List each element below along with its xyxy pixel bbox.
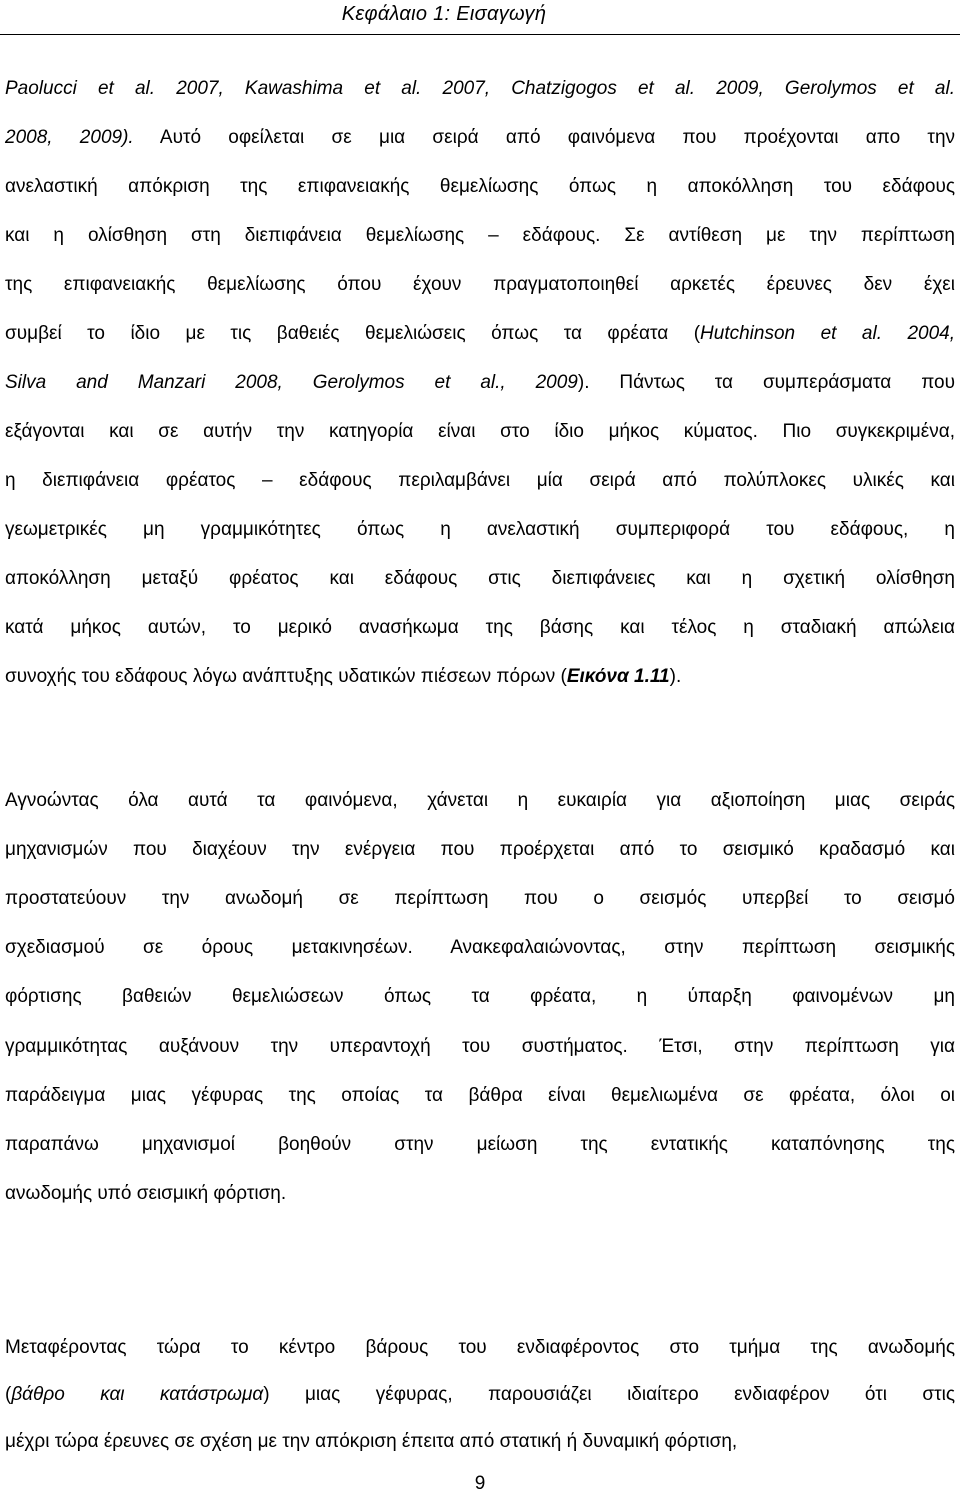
page-header: [0, 0, 960, 40]
text-span: ανωδομής υπό σεισμική φόρτιση.: [5, 1183, 287, 1204]
italic-text: βάθρο και κατάστρωμα: [11, 1384, 264, 1405]
text-span: ) μιας γέφυρας, παρουσιάζει ιδιαίτερο ενδιαφέρον ότι στις: [263, 1384, 955, 1405]
italic-text: Silva and Manzari 2008, Gerolymos et al., 2009: [5, 372, 578, 393]
text-span: ανελαστική απόκριση της επιφανειακής θεμελίωσης όπως η αποκόλληση του εδάφους: [5, 176, 955, 197]
text-line: [5, 984, 955, 1010]
text-span: συνοχής του εδάφους λόγω ανάπτυξης υδατικών πιέσεων πόρων (: [5, 666, 567, 687]
text-line: [5, 837, 955, 863]
text-line: [5, 664, 955, 690]
text-span: ).: [669, 666, 682, 687]
text-line: [5, 1382, 955, 1408]
text-line: [5, 174, 955, 200]
figure-reference: Εικόνα 1.11: [566, 666, 670, 687]
text-line: [5, 1132, 955, 1158]
text-line: [5, 321, 955, 347]
header-rule: [0, 34, 960, 35]
text-line: [5, 272, 955, 298]
page-number: 9: [474, 1473, 486, 1494]
italic-text: Paolucci et al. 2007, Kawashima et al. 2007, Chatzigogos et al. 2009, Gerolymos et al.: [5, 78, 955, 99]
text-line: [5, 1429, 955, 1455]
text-span: παράδειγμα μιας γέφυρας της οποίας τα βάθρα είναι θεμελιωμένα σε φρέατα, όλοι οι: [5, 1085, 955, 1106]
text-span: αποκόλληση μεταξύ φρέατος και εδάφους στις διεπιφάνειες και η σχετική ολίσθηση: [5, 568, 955, 589]
text-line: [5, 566, 955, 592]
text-line: [5, 76, 955, 102]
text-span: της επιφανειακής θεμελίωσης όπου έχουν πραγματοποιηθεί αρκετές έρευνες δεν έχει: [5, 274, 955, 295]
text-span: γραμμικότητας αυξάνουν την υπεραντοχή του συστήματος. Έτσι, στην περίπτωση για: [5, 1036, 955, 1057]
italic-text: 2008, 2009).: [5, 127, 134, 148]
text-line: [5, 1181, 955, 1207]
text-line: [5, 886, 955, 912]
text-line: [5, 223, 955, 249]
text-span: φόρτισης βαθειών θεμελιώσεων όπως τα φρέατα, η ύπαρξη φαινομένων μη: [5, 986, 955, 1007]
text-line: [5, 125, 955, 151]
text-line: [5, 1083, 955, 1109]
text-span: (: [5, 1384, 12, 1405]
text-line: [5, 935, 955, 961]
italic-text: Hutchinson et al.: [700, 323, 882, 344]
text-line: [5, 615, 955, 641]
text-line: [5, 1335, 955, 1361]
text-span: μέχρι τώρα έρευνες σε σχέση με την απόκριση έπειτα από στατική ή δυναμική φόρτιση,: [5, 1431, 738, 1452]
text-line: [5, 788, 955, 814]
text-span: μηχανισμών που διαχέουν την ενέργεια που προέρχεται από το σεισμικό κραδασμό και: [5, 839, 955, 860]
text-span: Αυτό οφείλεται σε μια σειρά από φαινόμενα που προέχονται απο την: [133, 127, 956, 148]
text-span: [882, 323, 907, 344]
text-span: γεωμετρικές μη γραμμικότητες όπως η ανελαστική συμπεριφορά του εδάφους, η: [5, 519, 955, 540]
text-line: [5, 517, 955, 543]
text-span: συμβεί το ίδιο με τις βαθειές θεμελιώσεις όπως τα φρέατα (: [5, 323, 701, 344]
text-span: εξάγονται και σε αυτήν την κατηγορία είναι στο ίδιο μήκος κύματος. Πιο συγκεκριμένα,: [5, 421, 955, 442]
text-span: σχεδιασμού σε όρους μετακινησέων. Ανακεφαλαιώνοντας, στην περίπτωση σεισμικής: [5, 937, 955, 958]
italic-text: 2004,: [907, 323, 956, 344]
text-line: [5, 370, 955, 396]
chapter-title: Κεφάλαιο 1: Εισαγωγή: [341, 3, 547, 25]
text-line: [5, 468, 955, 494]
text-line: [5, 419, 955, 445]
text-span: παραπάνω μηχανισμοί βοηθούν στην μείωση της εντατικής καταπόνησης της: [5, 1134, 955, 1155]
text-span: προστατεύουν την ανωδομή σε περίπτωση που ο σεισμός υπερβεί το σεισμό: [5, 888, 955, 909]
text-span: Αγνοώντας όλα αυτά τα φαινόμενα, χάνεται η ευκαιρία για αξιοποίηση μιας σειράς: [5, 790, 955, 811]
text-span: και η ολίσθηση στη διεπιφάνεια θεμελίωσης – εδάφους. Σε αντίθεση με την περίπτωση: [5, 225, 955, 246]
text-span: κατά μήκος αυτών, το μερικό ανασήκωμα της βάσης και τέλος η σταδιακή απώλεια: [5, 617, 955, 638]
text-span: ). Πάντως τα συμπεράσματα που: [577, 372, 955, 393]
text-span: η διεπιφάνεια φρέατος – εδάφους περιλαμβάνει μία σειρά από πολύπλοκες υλικές και: [5, 470, 955, 491]
text-span: Μεταφέροντας τώρα το κέντρο βάρους του ενδιαφέροντος στο τμήμα της ανωδομής: [5, 1337, 955, 1358]
text-line: [5, 1034, 955, 1060]
